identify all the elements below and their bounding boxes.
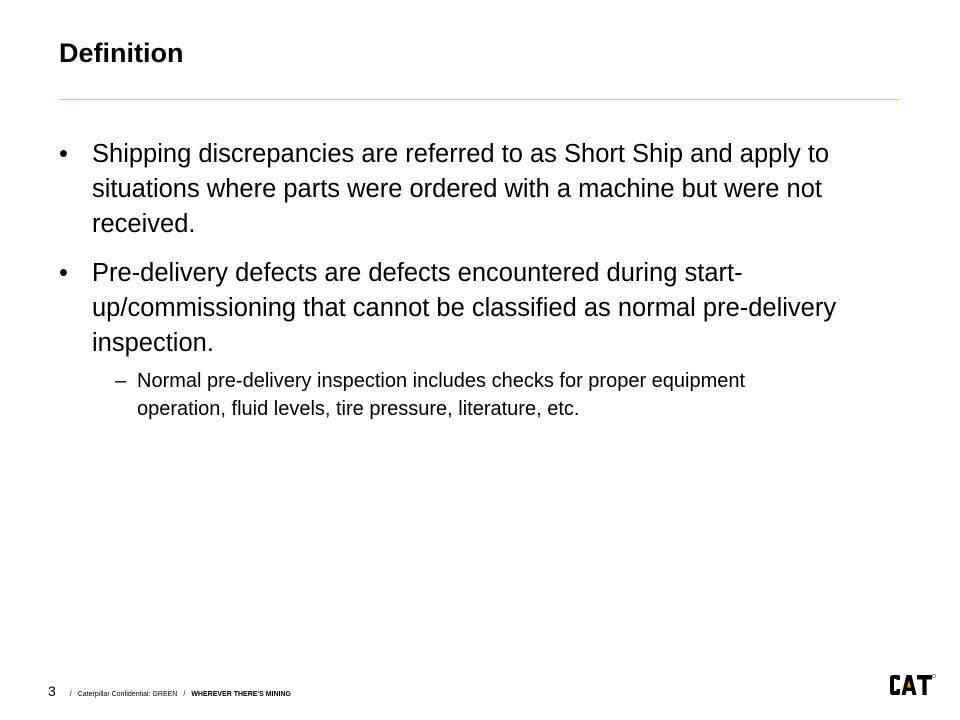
bullet-marker: • bbox=[59, 140, 68, 168]
sub-bullet-item-normal-inspection bbox=[59, 367, 839, 423]
slide-footer bbox=[48, 683, 291, 699]
bullet-text: Shipping discrepancies are referred to as Short Ship and apply to situations where parts were ordered with a machine but were not received. bbox=[92, 140, 830, 238]
bullet-text: Pre-delivery defects are defects encountered during start-up/commissioning that cannot be classified as normal pre-delivery inspection. bbox=[92, 259, 837, 357]
confidentiality-label: Caterpillar Confidential: GREEN bbox=[77, 691, 178, 698]
sub-bullet-marker: – bbox=[115, 370, 127, 392]
slide-body bbox=[59, 137, 839, 423]
footer-separator: / bbox=[69, 691, 72, 698]
page-number: 3 bbox=[48, 683, 56, 699]
slide-title: Definition bbox=[59, 38, 184, 68]
sub-bullet-text: Normal pre-delivery inspection includes checks for proper equipment operation, fluid levels, tire pressure, literature, etc. bbox=[137, 370, 746, 420]
footer-tagline: WHEREVER THERE'S MINING bbox=[191, 691, 291, 698]
cat-logo bbox=[888, 672, 936, 702]
bullet-item-shipping-discrepancies bbox=[59, 137, 839, 242]
bullet-item-pre-delivery-defects bbox=[59, 256, 839, 361]
footer-separator: / bbox=[183, 691, 186, 698]
bullet-marker: • bbox=[59, 259, 68, 287]
title-divider bbox=[59, 99, 899, 100]
